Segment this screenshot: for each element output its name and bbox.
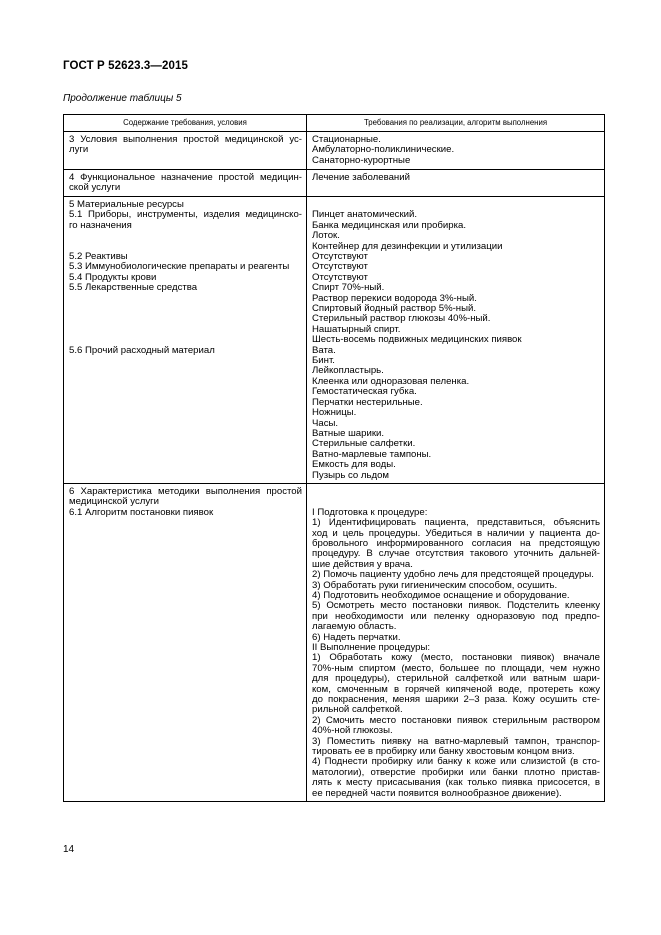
text-line: Гемостатическая губка. bbox=[312, 386, 417, 398]
algorithm-step-line: бровольного информированного согласия на предстоящую bbox=[312, 538, 600, 549]
text-line: 5.6 Прочий расходный материал bbox=[69, 344, 215, 356]
text-line: Шесть-восемь подвижных медицинских пиявок bbox=[312, 334, 522, 346]
text-line: медицинской услуги bbox=[69, 496, 160, 508]
text-line: 6 Характеристика методики выполнения простой bbox=[69, 486, 302, 497]
text-line: Пузырь со льдом bbox=[312, 469, 390, 481]
text-line: Ватно-марлевые тампоны. bbox=[312, 448, 432, 460]
text-line: Отсутствуют bbox=[312, 251, 368, 263]
algorithm-step-line: для процедуры), стерильной салфеткой или ватным шари- bbox=[312, 674, 600, 685]
text-line: Лоток. bbox=[312, 230, 340, 242]
requirement-cell bbox=[64, 170, 307, 197]
text-line: Банка медицинская или пробирка. bbox=[312, 219, 467, 231]
text-line: Раствор перекиси водорода 3%-ный. bbox=[312, 292, 477, 304]
algorithm-step-line: ее передней части появится волнообразное движение). bbox=[312, 787, 562, 799]
algorithm-step-line: 4) Подготовить необходимое оснащение и оборудование. bbox=[312, 589, 570, 601]
algorithm-step-line: 3) Обработать руки гигиеническим способом, осушить. bbox=[312, 579, 558, 591]
text-line: 4 Функциональное назначение простой медицин- bbox=[69, 173, 302, 183]
text-line: Стационарные. bbox=[312, 134, 381, 145]
algorithm-step-line: до покраснения, меняя шарики 2–3 раза. Кожу осушить сте- bbox=[312, 695, 600, 706]
text-line: 5.5 Лекарственные средства bbox=[69, 282, 198, 294]
column-header-requirement: Содержание требования, условия bbox=[64, 115, 307, 132]
requirement-cell bbox=[64, 483, 307, 801]
algorithm-step-line: 5) Осмотреть место постановки пиявок. Подстелить клеенку bbox=[312, 601, 600, 612]
implementation-cell bbox=[307, 170, 605, 197]
algorithm-step-line: рильной салфеткой. bbox=[312, 704, 403, 716]
text-line: Клеенка или одноразовая пеленка. bbox=[312, 375, 470, 387]
text-line: Часы. bbox=[312, 417, 339, 429]
text-line: Емкость для воды. bbox=[312, 459, 396, 471]
algorithm-step-line: 4) Поднести пробирку или банку к коже или слизистой (в сто- bbox=[312, 757, 600, 768]
text-line: Вата. bbox=[312, 344, 336, 356]
algorithm-step-line: при необходимости или пеленку одноразовую под предпо- bbox=[312, 611, 600, 622]
text-line: Ножницы. bbox=[312, 407, 357, 419]
table-continuation-caption: Продолжение таблицы 5 bbox=[63, 93, 182, 104]
table-row bbox=[64, 132, 605, 170]
algorithm-step-line: лагаемую область. bbox=[312, 621, 397, 633]
text-line: луги bbox=[69, 144, 89, 156]
text-line: Ватные шарики. bbox=[312, 427, 385, 439]
table-row bbox=[64, 483, 605, 801]
text-line: Стерильный раствор глюкозы 40%-ный. bbox=[312, 313, 491, 325]
text-line: 5 Материальные ресурсы bbox=[69, 199, 184, 210]
algorithm-step-line: 2) Смочить место постановки пиявок стерильным раствором bbox=[312, 715, 600, 726]
text-line: 6.1 Алгоритм постановки пиявок bbox=[69, 506, 214, 518]
algorithm-step-line: ход и цель процедуры. Убедиться в наличии у пациента до- bbox=[312, 528, 600, 539]
text-line: Перчатки нестерильные. bbox=[312, 396, 423, 408]
implementation-cell bbox=[307, 132, 605, 170]
text-line: Амбулаторно-поликлинические. bbox=[312, 144, 455, 156]
text-line: го назначения bbox=[69, 219, 132, 231]
implementation-cell bbox=[307, 197, 605, 484]
algorithm-step-line: ком, смоченным в горячей кипяченой воде, протереть кожу bbox=[312, 684, 600, 695]
algorithm-step-line: 40%-ной глюкозы. bbox=[312, 725, 393, 737]
document-code: ГОСТ Р 52623.3—2015 bbox=[63, 60, 188, 72]
text-line: Спирт 70%-ный. bbox=[312, 282, 385, 294]
page-number: 14 bbox=[63, 844, 75, 855]
algorithm-step-line: 3) Поместить пиявку на ватно-марлевый тампон, транспор- bbox=[312, 736, 600, 747]
algorithm-step-line: лять к месту присасывания (как только пиявка присосется, в bbox=[312, 778, 600, 789]
text-line: Спиртовый йодный раствор 5%-ный. bbox=[312, 303, 477, 315]
algorithm-step-line: II Выполнение процедуры: bbox=[312, 642, 431, 654]
text-line: 3 Условия выполнения простой медицинской ус- bbox=[69, 135, 302, 145]
requirements-table bbox=[63, 114, 605, 802]
text-line: Лейкопластырь. bbox=[312, 365, 384, 377]
text-line: Отсутствуют bbox=[312, 271, 368, 283]
algorithm-step-line: матологии), отверстие пробирки или банки плотно пристав- bbox=[312, 767, 600, 778]
text-line: Бинт. bbox=[312, 355, 335, 367]
requirements-table-container bbox=[63, 114, 604, 802]
text-line: 5.2 Реактивы bbox=[69, 251, 128, 262]
implementation-cell bbox=[307, 483, 605, 801]
algorithm-step-line: процедуру. В случае отсутствия такового уточнить дальней- bbox=[312, 549, 600, 560]
table-header-row bbox=[64, 115, 605, 132]
requirement-cell bbox=[64, 197, 307, 484]
column-header-implementation: Требования по реализации, алгоритм выполнения bbox=[307, 115, 605, 132]
algorithm-step-line: шие действия у врача. bbox=[312, 558, 413, 570]
algorithm-step-line: 1) Идентифицировать пациента, представиться, объяснить bbox=[312, 518, 600, 529]
algorithm-step-line: тировать ее в пробирку или банку хвостовым концом вниз. bbox=[312, 746, 575, 758]
text-line: 5.1 Приборы, инструменты, изделия медицинско- bbox=[69, 210, 302, 221]
table-row bbox=[64, 170, 605, 197]
text-line: Нашатырный спирт. bbox=[312, 323, 401, 335]
text-line: 5.3 Иммунобиологические препараты и реагенты bbox=[69, 261, 290, 273]
text-line: Лечение заболеваний bbox=[312, 172, 410, 183]
text-line: Стерильные салфетки. bbox=[312, 438, 416, 450]
table-row bbox=[64, 197, 605, 484]
algorithm-step-line: 2) Помочь пациенту удобно лечь для предстоящей процедуры. bbox=[312, 569, 594, 581]
text-line: ской услуги bbox=[69, 182, 121, 194]
text-line: Санаторно-курортные bbox=[312, 154, 411, 166]
text-line: Пинцет анатомический. bbox=[312, 209, 418, 221]
text-line: 5.4 Продукты крови bbox=[69, 271, 157, 283]
requirement-cell bbox=[64, 132, 307, 170]
algorithm-step-line: 1) Обработать кожу (место, постановки пиявок) вначале bbox=[312, 653, 600, 664]
algorithm-step-line: I Подготовка к процедуре: bbox=[312, 506, 428, 518]
algorithm-step-line: 70%-ным спиртом (место, большее по площади, чем нужно bbox=[312, 663, 600, 674]
algorithm-step-line: 6) Надеть перчатки. bbox=[312, 631, 401, 643]
text-line: Контейнер для дезинфекции и утилизации bbox=[312, 240, 503, 252]
text-line: Отсутствуют bbox=[312, 261, 368, 273]
